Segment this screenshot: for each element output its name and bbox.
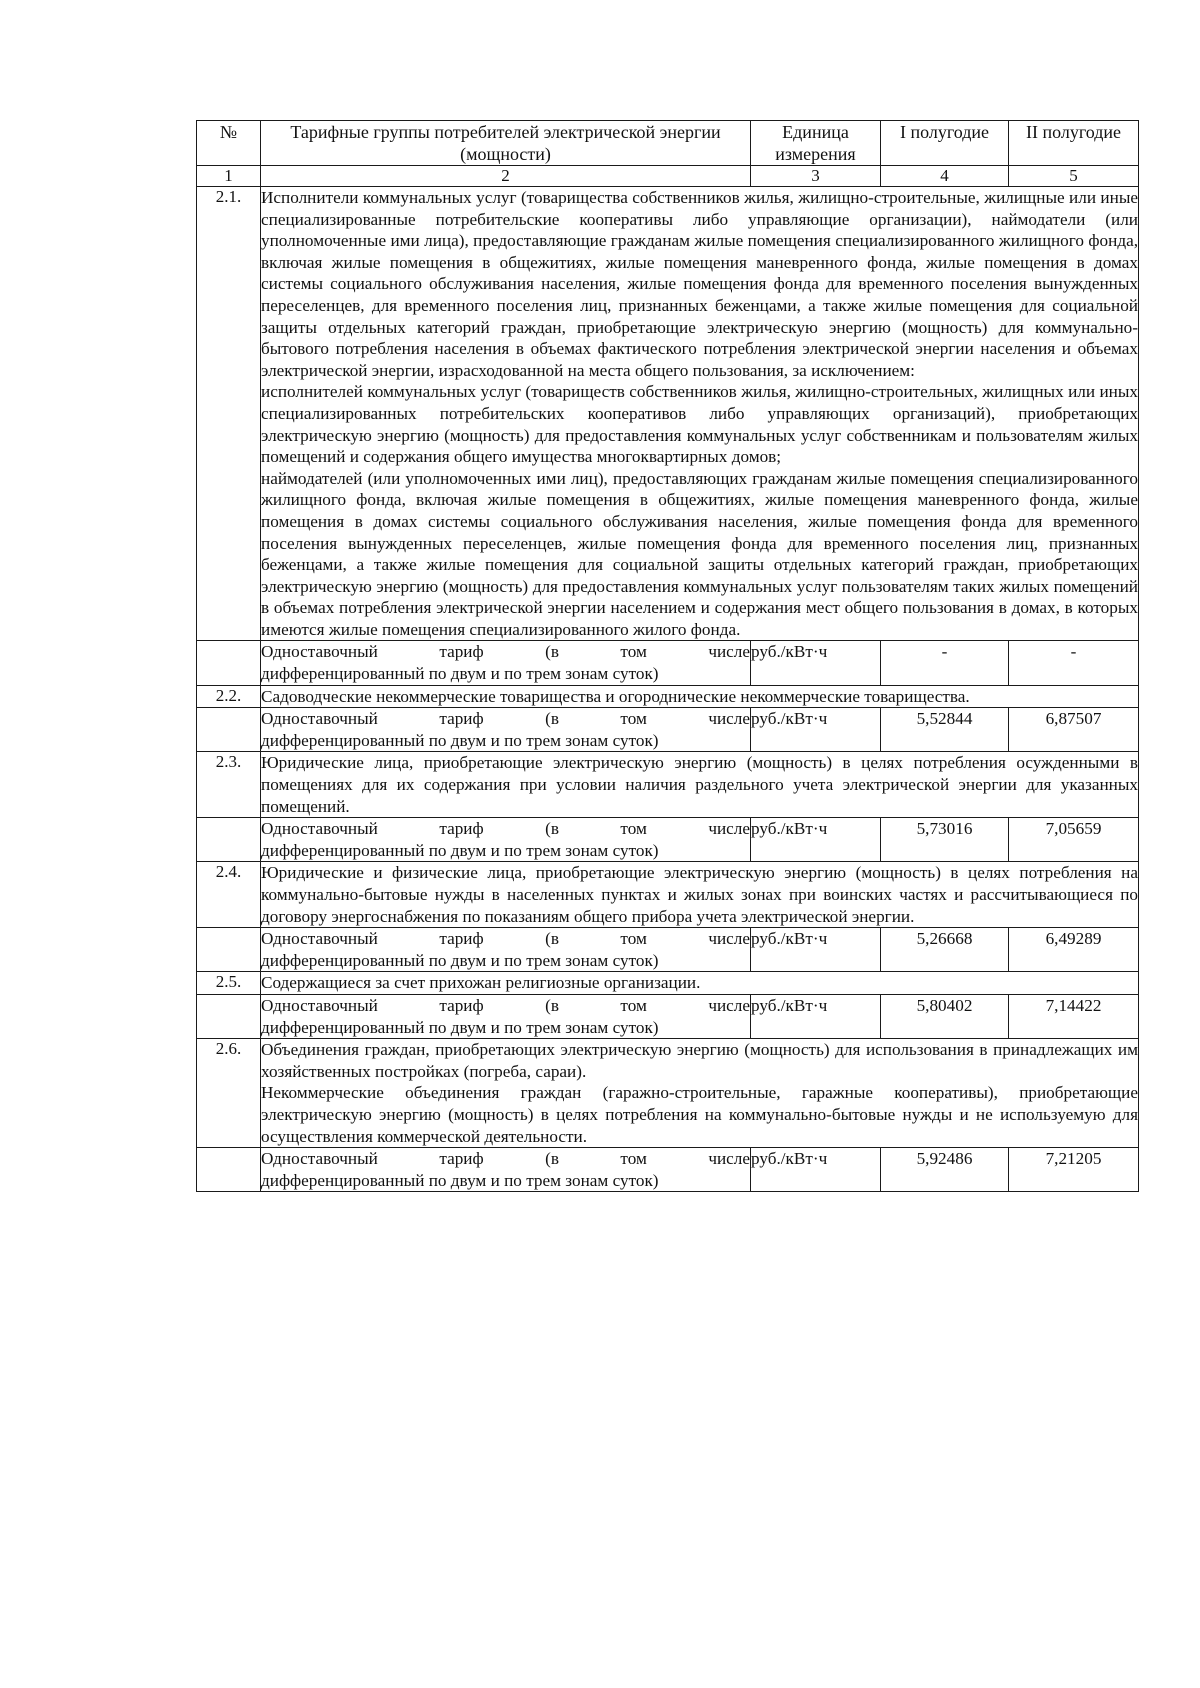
category-description [261,1039,1139,1148]
half2-value: - [1009,641,1139,685]
rate-row [197,928,1139,972]
unit-cell: руб./кВт·ч [751,1148,881,1192]
category-row [197,752,1139,818]
rate-line-2: дифференцированный по двум и по трем зонам суток) [261,1170,659,1190]
category-row [197,972,1139,995]
header-row [197,121,1139,166]
rate-word: Одноставочный [261,642,378,662]
rate-word: (в [545,1149,559,1169]
category-row [197,1039,1139,1148]
description-paragraph: наймодателей (или уполномоченных ими лиц), предоставляющих гражданам жилые помещения специализированного жилищного фонда, включая жилые помещения в общежитиях, жилые помещения маневренного фонда, жилые помещения в домах системы социального обслуживания населения, жилые помещения фонда для временного поселения вынужденных переселенцев, жилые помещения фонда для временного поселения лиц, признанных беженцами, а также жилые помещения для социальной защиты отдельных категорий граждан, приобретающих электрическую энергию (мощность) для предоставления коммунальных услуг пользователям таких жилых помещений в объемах потребления электрической энергии населением и содержания мест общего пользования в домах, в которых имеются жилые помещения специализированного жилого фонда. [261,468,1138,639]
category-description [261,862,1139,928]
rate-word: том [620,995,647,1015]
rate-row [197,1148,1139,1192]
rate-word: том [620,929,647,949]
tariff-table [196,120,1139,1192]
row-number-continuation [197,994,261,1038]
rate-word: числе [708,929,750,949]
rate-line-2: дифференцированный по двум и по трем зонам суток) [261,1017,659,1037]
rate-word: числе [708,1149,750,1169]
rate-row [197,994,1139,1038]
rate-line-1 [261,928,750,950]
index-cell: 3 [751,166,881,187]
half2-value: 7,21205 [1009,1148,1139,1192]
half1-value: 5,73016 [881,818,1009,862]
category-description [261,752,1139,818]
category-description [261,685,1139,708]
half1-value: 5,80402 [881,994,1009,1038]
rate-word: тариф [439,929,484,949]
header-half2: II полугодие [1009,121,1139,166]
rate-description [261,818,751,862]
rate-word: (в [545,995,559,1015]
rate-word: том [620,709,647,729]
rate-word: том [620,1149,647,1169]
rate-word: (в [545,819,559,839]
rate-row [197,708,1139,752]
rate-word: том [620,642,647,662]
rate-description [261,1148,751,1192]
category-description [261,187,1139,641]
rate-word: (в [545,929,559,949]
unit-cell: руб./кВт·ч [751,818,881,862]
description-paragraph: Исполнители коммунальных услуг (товарищества собственников жилья, жилищно-строительные, жилищные или иные специализированные потребительские кооперативы либо управляющие организации), наймодатели (или уполномоченные ими лица), предоставляющие гражданам жилые помещения специализированного жилищного фонда, включая жилые помещения в общежитиях, жилые помещения маневренного фонда, жилые помещения в домах системы социального обслуживания населения, жилые помещения фонда для временного поселения вынужденных переселенцев, для временного поселения лиц, признанных беженцами, а также жилые помещения для социальной защиты отдельных категорий граждан, приобретающие электрическую энергию (мощность) для коммунально-бытового потребления населения в объемах фактического потребления электрической энергии населения и объемах электрической энергии, израсходованной на места общего пользования, за исключением: [261,188,1138,380]
description-paragraph: Юридические и физические лица, приобретающие электрическую энергию (мощность) в целях потребления на коммунально-бытовые нужды в населенных пунктах и жилых зонах при воинских частях и рассчитывающиеся по договору энергоснабжения по показаниям общего прибора учета электрической энергии. [261,863,1138,926]
rate-line-1 [261,818,750,840]
rate-description [261,928,751,972]
rate-line-2: дифференцированный по двум и по трем зонам суток) [261,950,659,970]
description-paragraph: Юридические лица, приобретающие электрическую энергию (мощность) в целях потребления осужденными в помещениях для их содержания при условии наличия раздельного учета электрической энергии для указанных помещений. [261,753,1138,816]
rate-word: (в [545,642,559,662]
row-number: 2.5. [197,972,261,995]
unit-cell: руб./кВт·ч [751,994,881,1038]
row-number: 2.3. [197,752,261,818]
rate-word: (в [545,709,559,729]
half2-value: 7,05659 [1009,818,1139,862]
half1-value: 5,26668 [881,928,1009,972]
unit-cell: руб./кВт·ч [751,928,881,972]
rate-row [197,641,1139,685]
rate-word: тариф [439,819,484,839]
unit-cell: руб./кВт·ч [751,641,881,685]
category-row [197,685,1139,708]
index-row [197,166,1139,187]
rate-word: тариф [439,709,484,729]
rate-row [197,818,1139,862]
rate-description [261,708,751,752]
rate-line-1 [261,995,750,1017]
rate-word: Одноставочный [261,1149,378,1169]
index-cell: 4 [881,166,1009,187]
row-number-continuation [197,708,261,752]
rate-description [261,641,751,685]
half2-value: 6,49289 [1009,928,1139,972]
header-groups: Тарифные группы потребителей электрической энергии (мощности) [261,121,751,166]
index-cell: 1 [197,166,261,187]
rate-line-1 [261,641,750,663]
half1-value: 5,52844 [881,708,1009,752]
rate-line-1 [261,1148,750,1170]
rate-word: числе [708,642,750,662]
header-num: № [197,121,261,166]
row-number-continuation [197,1148,261,1192]
row-number: 2.4. [197,862,261,928]
category-row [197,187,1139,641]
rate-word: Одноставочный [261,819,378,839]
description-paragraph: Содержащиеся за счет прихожан религиозные организации. [261,973,701,993]
rate-line-2: дифференцированный по двум и по трем зонам суток) [261,664,659,684]
index-cell: 2 [261,166,751,187]
description-paragraph: исполнителей коммунальных услуг (товариществ собственников жилья, жилищно-строительных, жилищных или иных специализированных потребительских кооперативов либо управляющих организаций), приобретающих электрическую энергию (мощность) для предоставления коммунальных услуг собственникам и пользователям жилых помещений и содержания общего имущества многоквартирных домов; [261,382,1138,467]
rate-line-1 [261,708,750,730]
rate-word: Одноставочный [261,929,378,949]
rate-description [261,994,751,1038]
rate-word: тариф [439,995,484,1015]
rate-word: тариф [439,642,484,662]
rate-word: числе [708,819,750,839]
rate-word: числе [708,709,750,729]
rate-word: числе [708,995,750,1015]
description-paragraph: Некоммерческие объединения граждан (гаражно-строительные, гаражные кооперативы), приобретающие электрическую энергию (мощность) в целях потребления на коммунально-бытовые нужды и не используемую для осуществления коммерческой деятельности. [261,1083,1138,1146]
rate-word: Одноставочный [261,995,378,1015]
row-number: 2.1. [197,187,261,641]
index-cell: 5 [1009,166,1139,187]
header-half1: I полугодие [881,121,1009,166]
rate-word: тариф [439,1149,484,1169]
description-paragraph: Объединения граждан, приобретающих электрическую энергию (мощность) для использования в принадлежащих им хозяйственных постройках (погреба, сараи). [261,1040,1138,1081]
unit-cell: руб./кВт·ч [751,708,881,752]
category-row [197,862,1139,928]
description-paragraph: Садоводческие некоммерческие товарищества и огороднические некоммерческие товарищества. [261,686,970,706]
header-unit: Единица измерения [751,121,881,166]
row-number-continuation [197,928,261,972]
half1-value: - [881,641,1009,685]
row-number-continuation [197,818,261,862]
half2-value: 7,14422 [1009,994,1139,1038]
rate-line-2: дифференцированный по двум и по трем зонам суток) [261,840,659,860]
rate-word: Одноставочный [261,709,378,729]
rate-word: том [620,819,647,839]
category-description [261,972,1139,995]
row-number: 2.2. [197,685,261,708]
row-number-continuation [197,641,261,685]
rate-line-2: дифференцированный по двум и по трем зонам суток) [261,730,659,750]
row-number: 2.6. [197,1039,261,1148]
half1-value: 5,92486 [881,1148,1009,1192]
half2-value: 6,87507 [1009,708,1139,752]
